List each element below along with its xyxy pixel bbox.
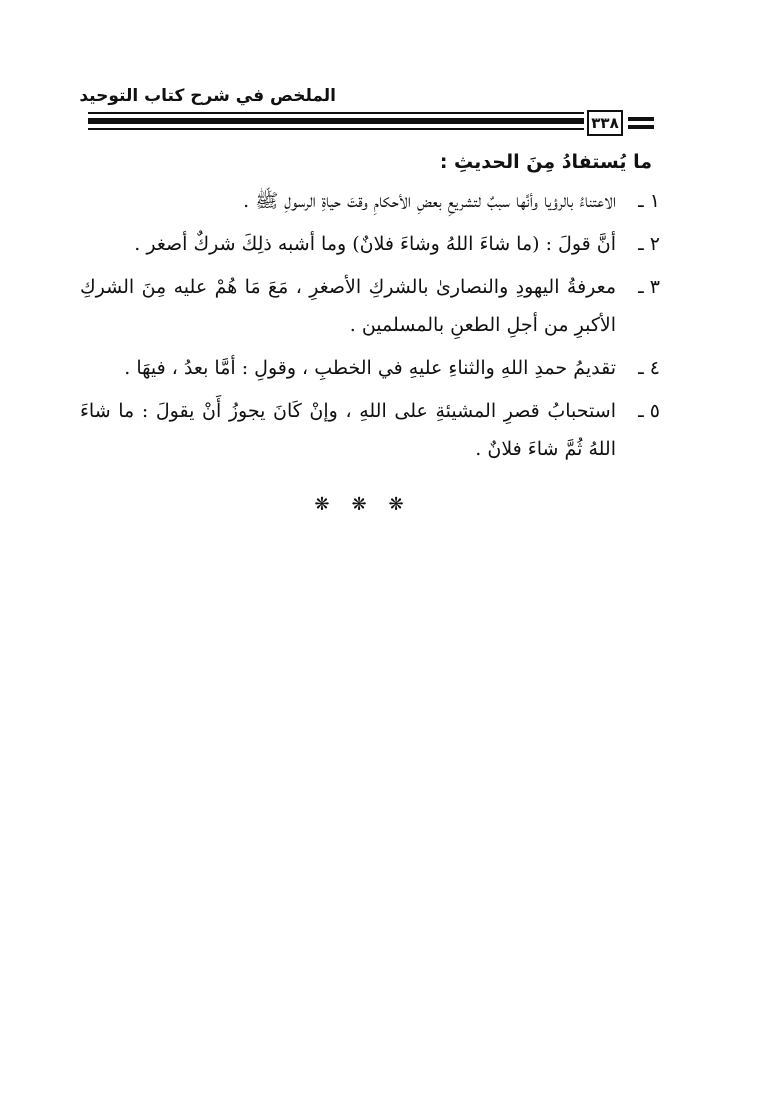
list-item-text: تقديمُ حمدِ اللهِ والثناءِ عليهِ في الخطبِ ، وقولِ : أمَّا بعدُ ، فيهَا .: [124, 357, 616, 379]
list-item: [80, 225, 660, 263]
header-tick-upper: [628, 117, 654, 121]
page-number: ٣٣٨: [587, 110, 623, 136]
list-item-number: ١ ـ: [638, 190, 660, 212]
list-item-text: استحبابُ قصرِ المشيئةِ على اللهِ ، وإنْ كَانَ يجوزُ أَنْ يقولَ : ما شاءَ اللهُ ثُمَّ شاءَ فلانٌ .: [80, 400, 616, 460]
list-item-number: ٥ ـ: [638, 400, 660, 422]
list-item: [80, 182, 660, 220]
header-rule-bottom: [88, 128, 584, 130]
list-item: [80, 349, 660, 387]
list-item-number: ٤ ـ: [638, 357, 660, 379]
page-body: [80, 146, 660, 473]
running-header-title: الملخص في شرح كتاب التوحيد: [79, 86, 336, 106]
list-item: [80, 268, 660, 344]
list-item-text: أنَّ قولَ : (ما شاءَ اللهُ وشاءَ فلانٌ) وما أشبه ذلِكَ شركٌ أصغر .: [134, 233, 616, 255]
list-item-number: ٣ ـ: [638, 276, 660, 298]
list-item-number: ٢ ـ: [638, 233, 660, 255]
header-tick-lower: [628, 125, 654, 129]
list-item-text: معرفةُ اليهودِ والنصارىٰ بالشركِ الأصغرِ ، مَعَ مَا هُمْ عليه مِنَ الشركِ الأكبرِ من أجلِ الطعنِ بالمسلمين .: [80, 276, 616, 336]
header-rule-top: [88, 112, 584, 114]
section-heading: ما يُستفادُ مِنَ الحديثِ :: [439, 151, 652, 173]
list-item: [80, 392, 660, 468]
header-rule-middle: [88, 118, 584, 124]
list-item-text: الاعتناءُ بالرؤيا وأنَّها سببٌ لتشريعِ بعضِ الأحكامِ وقتَ حياةِ الرسولِ ﷺ .: [243, 190, 616, 212]
section-end-ornament: ❋❋❋: [314, 494, 426, 515]
